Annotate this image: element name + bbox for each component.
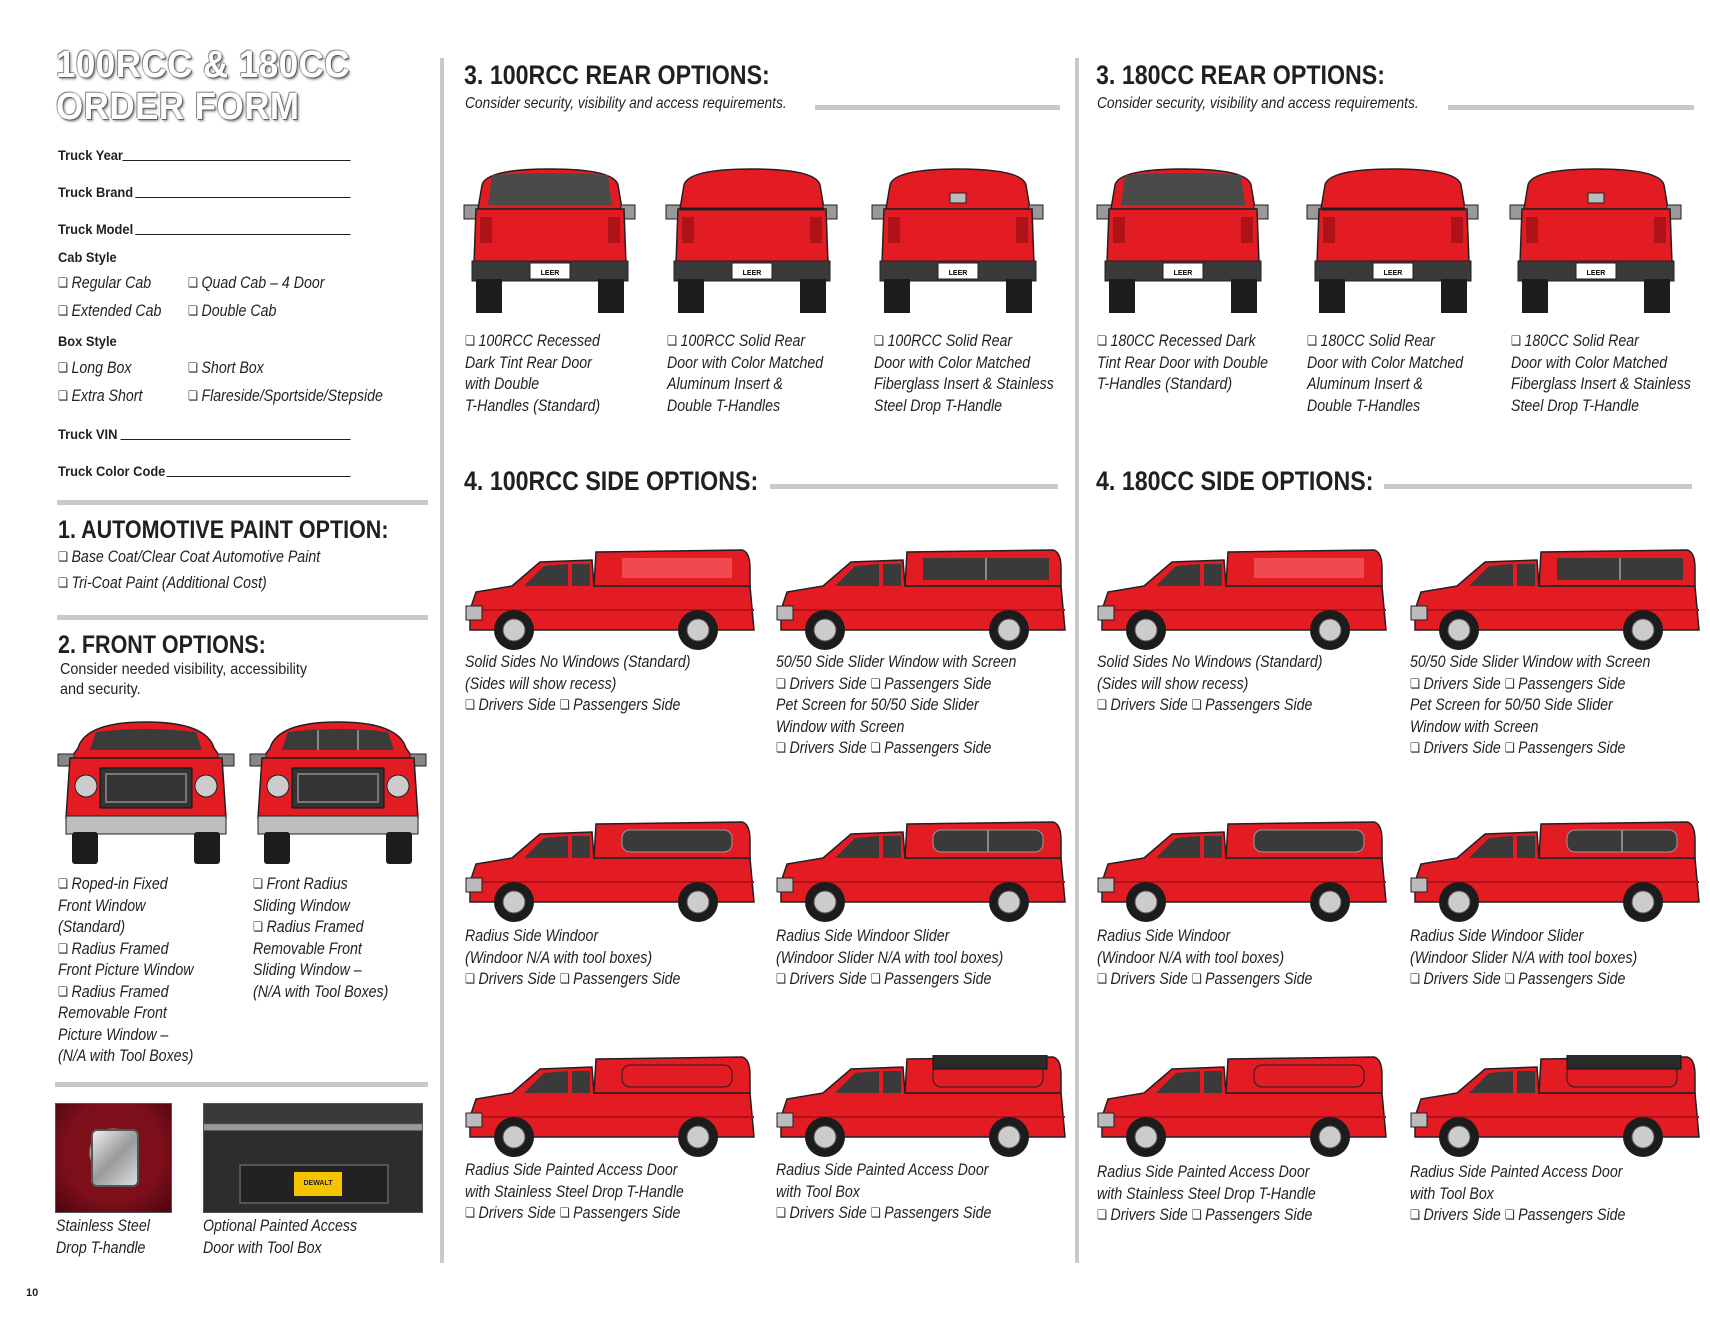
title-line-1: 100RCC & 180CC — [56, 44, 351, 86]
plate-text: LEER — [742, 270, 762, 277]
drivers-side-checkbox[interactable]: ❏ Drivers Side — [1410, 739, 1501, 757]
side-truck-image — [1407, 820, 1702, 930]
drivers-side-checkbox[interactable]: ❏ Drivers Side — [776, 1204, 867, 1222]
fill-line[interactable] — [122, 147, 350, 161]
rear-option[interactable]: ❏ 100RCC Solid Rear — [874, 331, 1054, 353]
drivers-side-checkbox[interactable]: ❏ Drivers Side — [1410, 970, 1501, 988]
caption-line: Radius Side Painted Access Door — [1097, 1163, 1310, 1181]
rear100-subtitle: Consider security, visibility and access requirements. — [465, 95, 787, 112]
stainless-handle-photo — [55, 1103, 172, 1213]
cab-option[interactable]: ❏ Quad Cab – 4 Door — [188, 273, 325, 295]
box-option[interactable]: ❏ Extra Short — [58, 386, 142, 408]
side-truck-image — [1094, 820, 1389, 930]
front-options-col1 — [58, 874, 194, 1068]
caption-line: Double T-Handles — [1307, 396, 1421, 415]
rear100-option-2 — [667, 331, 823, 417]
side100-windoor-slider-caption — [776, 926, 1003, 991]
plate-text: LEER — [1383, 270, 1403, 277]
caption-line: 50/50 Side Slider Window with Screen — [776, 653, 1017, 671]
caption-line: with Stainless Steel Drop T-Handle — [1097, 1184, 1316, 1203]
caption-line: Door with Tool Box — [203, 1238, 322, 1257]
rear180-option-3 — [1511, 331, 1691, 417]
caption-line: Steel Drop T-Handle — [1511, 396, 1640, 415]
side180-heading: 4. 180CC SIDE OPTIONS: — [1096, 466, 1374, 496]
caption-line: Radius Side Windoor — [1097, 927, 1231, 945]
rear-truck-image — [462, 165, 637, 317]
box-option[interactable]: ❏ Short Box — [188, 358, 264, 380]
drivers-side-checkbox[interactable]: ❏ Drivers Side — [776, 739, 867, 757]
box-option[interactable]: ❏ Long Box — [58, 358, 131, 380]
box-style-heading: Box Style — [58, 333, 117, 349]
photo-caption-1 — [56, 1216, 150, 1259]
caption-line: Pet Screen for 50/50 Side Slider — [776, 696, 979, 714]
plate-text: LEER — [948, 270, 968, 277]
side180-solid-caption — [1097, 652, 1322, 717]
divider — [55, 1082, 428, 1087]
caption-line: Optional Painted Access — [203, 1217, 358, 1235]
caption-line: Aluminum Insert & — [1307, 375, 1423, 393]
front-truck-fixed-window-image — [56, 718, 236, 868]
caption-line: (N/A with Tool Boxes) — [58, 1047, 194, 1065]
rear180-option-2 — [1307, 331, 1463, 417]
side-truck-image — [773, 820, 1068, 930]
fill-line[interactable] — [167, 463, 351, 477]
caption-line: Fiberglass Insert & Stainless — [1511, 375, 1691, 393]
caption-line: Door with Color Matched — [1307, 353, 1464, 372]
divider — [57, 615, 428, 620]
caption-line: Removable Front — [58, 1004, 167, 1022]
caption-line: Radius Side Painted Access Door — [776, 1161, 989, 1179]
side-truck-image — [773, 548, 1068, 658]
caption-line: Radius Side Painted Access Door — [1410, 1163, 1623, 1181]
column-divider — [1075, 58, 1079, 1263]
side180-toolbox-caption — [1410, 1162, 1625, 1227]
front-option[interactable]: ❏ Front Radius — [253, 874, 388, 896]
rear180-heading: 3. 180CC REAR OPTIONS: — [1096, 60, 1386, 90]
side-truck-image — [1407, 1055, 1702, 1165]
passengers-side-checkbox[interactable]: ❏ Passengers Side — [1505, 1206, 1626, 1224]
side180-windoor-caption — [1097, 926, 1312, 991]
caption-line: Radius Side Windoor — [465, 927, 599, 945]
caption-line: Pet Screen for 50/50 Side Slider — [1410, 696, 1613, 714]
caption-line: Front Picture Window — [58, 961, 194, 979]
side100-slider-caption — [776, 652, 1016, 760]
front-option[interactable]: ❏ Radius Framed — [58, 982, 194, 1004]
side100-toolbox-caption — [776, 1160, 991, 1225]
truck-color-field[interactable] — [58, 463, 165, 479]
rear-option[interactable]: ❏ 100RCC Recessed — [465, 331, 600, 353]
passengers-side-checkbox[interactable]: ❏ Passengers Side — [1505, 739, 1626, 757]
caption-line: (Standard) — [58, 918, 126, 936]
rear180-subtitle: Consider security, visibility and access requirements. — [1097, 95, 1419, 112]
rear-truck-image — [870, 165, 1045, 317]
caption-line: Fiberglass Insert & Stainless — [874, 375, 1054, 393]
page-number: 10 — [26, 1287, 39, 1299]
passengers-side-checkbox[interactable]: ❏ Passengers Side — [871, 1204, 992, 1222]
caption-line: Window with Screen — [776, 717, 905, 736]
divider — [1384, 484, 1692, 489]
caption-line: with Tool Box — [1410, 1184, 1494, 1203]
caption-line: Steel Drop T-Handle — [874, 396, 1003, 415]
caption-line: (Windoor N/A with tool boxes) — [1097, 948, 1285, 967]
divider — [770, 484, 1058, 489]
caption-line: Solid Sides No Windows (Standard) — [465, 653, 691, 671]
rear100-heading: 3. 100RCC REAR OPTIONS: — [464, 60, 770, 90]
drivers-side-checkbox[interactable]: ❏ Drivers Side — [1097, 970, 1188, 988]
drivers-side-checkbox[interactable]: ❏ Drivers Side — [1410, 675, 1501, 693]
side-truck-image — [1094, 1055, 1389, 1165]
fill-line[interactable] — [135, 221, 350, 235]
drivers-side-checkbox[interactable]: ❏ Drivers Side — [776, 675, 867, 693]
caption-line: Dark Tint Rear Door — [465, 353, 592, 372]
side-truck-image — [773, 1055, 1068, 1165]
passengers-side-checkbox[interactable]: ❏ Passengers Side — [1192, 1206, 1313, 1224]
side180-slider-caption — [1410, 652, 1650, 760]
page-title — [56, 44, 350, 128]
side180-windoor-slider-caption — [1410, 926, 1637, 991]
caption-line: (N/A with Tool Boxes) — [253, 982, 389, 1001]
caption-line: with Tool Box — [776, 1182, 860, 1201]
truck-year-field[interactable] — [58, 147, 123, 163]
caption-line: Drop T-handle — [56, 1238, 146, 1257]
caption-line: Sliding Window – — [253, 961, 362, 979]
caption-line: 50/50 Side Slider Window with Screen — [1410, 653, 1651, 671]
fill-line[interactable] — [135, 184, 350, 198]
cab-option[interactable]: ❏ Extended Cab — [58, 301, 161, 323]
plate-text: LEER — [540, 270, 560, 277]
rear-truck-image — [1305, 165, 1480, 317]
side100-heading: 4. 100RCC SIDE OPTIONS: — [464, 466, 759, 496]
caption-line: (Windoor N/A with tool boxes) — [465, 948, 653, 967]
box-option[interactable]: ❏ Flareside/Sportside/Stepside — [188, 386, 383, 408]
drivers-side-checkbox[interactable]: ❏ Drivers Side — [776, 970, 867, 988]
caption-line: Removable Front — [253, 939, 362, 958]
front-option[interactable]: ❏ Radius Framed — [253, 917, 388, 939]
caption-line: T-Handles (Standard) — [465, 396, 601, 415]
side100-solid-caption — [465, 652, 690, 717]
fill-line[interactable] — [121, 426, 351, 440]
side180-access-caption — [1097, 1162, 1316, 1227]
side-truck-image — [1407, 548, 1702, 658]
rear-option[interactable]: ❏ 180CC Solid Rear — [1307, 331, 1463, 353]
caption-line: Solid Sides No Windows (Standard) — [1097, 653, 1323, 671]
caption-line: T-Handles (Standard) — [1097, 375, 1233, 393]
divider — [1448, 105, 1694, 110]
caption-line: Window with Screen — [1410, 717, 1539, 736]
field-label: Truck VIN — [58, 426, 118, 442]
passengers-side-checkbox[interactable]: ❏ Passengers Side — [560, 970, 681, 988]
rear-option[interactable]: ❏ 180CC Solid Rear — [1511, 331, 1691, 353]
rear100-option-3 — [874, 331, 1054, 417]
truck-model-field[interactable] — [58, 221, 133, 237]
paint-heading: 1. AUTOMOTIVE PAINT OPTION: — [58, 516, 389, 544]
title-line-2: ORDER FORM — [56, 86, 300, 128]
front-subtitle: Consider needed visibility, accessibility — [60, 661, 308, 678]
cab-option[interactable]: ❏ Regular Cab — [58, 273, 151, 295]
rear100-option-1 — [465, 331, 600, 417]
cab-style-heading: Cab Style — [58, 249, 117, 265]
field-label: Truck Year — [58, 147, 123, 163]
caption-line: Radius Side Windoor Slider — [776, 927, 950, 945]
drivers-side-checkbox[interactable]: ❏ Drivers Side — [1097, 696, 1188, 714]
handle-plate — [91, 1129, 139, 1187]
caption-line: Radius Side Windoor Slider — [1410, 927, 1584, 945]
caption-line: (Sides will show recess) — [465, 674, 617, 693]
passengers-side-checkbox[interactable]: ❏ Passengers Side — [1192, 970, 1313, 988]
caption-line: Door with Color Matched — [667, 353, 824, 372]
caption-line: (Windoor Slider N/A with tool boxes) — [1410, 948, 1638, 967]
caption-line: (Windoor Slider N/A with tool boxes) — [776, 948, 1004, 967]
side-truck-image — [462, 820, 757, 930]
plate-text: LEER — [1173, 270, 1193, 277]
passengers-side-checkbox[interactable]: ❏ Passengers Side — [871, 970, 992, 988]
side-truck-image — [462, 1055, 757, 1165]
side-truck-image — [1094, 548, 1389, 658]
rear-truck-image — [1095, 165, 1270, 317]
drivers-side-checkbox[interactable]: ❏ Drivers Side — [465, 1204, 556, 1222]
caption-line: Picture Window – — [58, 1025, 169, 1044]
rear-option[interactable]: ❏ 100RCC Solid Rear — [667, 331, 823, 353]
field-label: Truck Brand — [58, 184, 134, 200]
drivers-side-checkbox[interactable]: ❏ Drivers Side — [1097, 1206, 1188, 1224]
paint-option[interactable]: ❏ Base Coat/Clear Coat Automotive Paint — [58, 547, 320, 569]
caption-line: Door with Color Matched — [1511, 353, 1668, 372]
drivers-side-checkbox[interactable]: ❏ Drivers Side — [465, 696, 556, 714]
caption-line: Radius Side Painted Access Door — [465, 1161, 678, 1179]
caption-line: Tint Rear Door with Double — [1097, 353, 1269, 372]
toolbox-brand-label: DEWALT — [294, 1172, 342, 1196]
paint-option[interactable]: ❏ Tri-Coat Paint (Additional Cost) — [58, 573, 267, 595]
caption-line: (Sides will show recess) — [1097, 674, 1249, 693]
truck-vin-field[interactable] — [58, 426, 117, 442]
passengers-side-checkbox[interactable]: ❏ Passengers Side — [871, 739, 992, 757]
caption-line: Double T-Handles — [667, 396, 781, 415]
drivers-side-checkbox[interactable]: ❏ Drivers Side — [1410, 1206, 1501, 1224]
column-divider — [440, 58, 444, 1263]
front-option[interactable]: ❏ Radius Framed — [58, 939, 194, 961]
caption-line: with Double — [465, 375, 540, 393]
field-label: Truck Color Code — [58, 463, 166, 479]
front-option[interactable]: ❏ Roped-in Fixed — [58, 874, 194, 896]
rear180-option-1 — [1097, 331, 1268, 396]
truck-brand-field[interactable] — [58, 184, 133, 200]
caption-line: with Stainless Steel Drop T-Handle — [465, 1182, 684, 1201]
front-truck-sliding-window-image — [248, 718, 428, 868]
passengers-side-checkbox[interactable]: ❏ Passengers Side — [560, 696, 681, 714]
divider — [57, 500, 428, 505]
caption-line: Aluminum Insert & — [667, 375, 783, 393]
side-truck-image — [462, 548, 757, 658]
side100-windoor-caption — [465, 926, 680, 991]
front-options-col2 — [253, 874, 388, 1003]
toolbox-photo — [203, 1103, 423, 1213]
rear-truck-image — [664, 165, 839, 317]
passengers-side-checkbox[interactable]: ❏ Passengers Side — [871, 675, 992, 693]
rear-truck-image — [1508, 165, 1683, 317]
caption-line: Door with Color Matched — [874, 353, 1031, 372]
photo-caption-2 — [203, 1216, 357, 1259]
front-subtitle: and security. — [60, 681, 141, 698]
front-heading: 2. FRONT OPTIONS: — [58, 631, 266, 659]
caption-line: Stainless Steel — [56, 1217, 150, 1235]
rear-option[interactable]: ❏ 180CC Recessed Dark — [1097, 331, 1268, 353]
passengers-side-checkbox[interactable]: ❏ Passengers Side — [1192, 696, 1313, 714]
passengers-side-checkbox[interactable]: ❏ Passengers Side — [1505, 675, 1626, 693]
passengers-side-checkbox[interactable]: ❏ Passengers Side — [560, 1204, 681, 1222]
cab-option[interactable]: ❏ Double Cab — [188, 301, 276, 323]
side100-access-caption — [465, 1160, 684, 1225]
caption-line: Front Window — [58, 896, 146, 915]
field-label: Truck Model — [58, 221, 134, 237]
plate-text: LEER — [1586, 270, 1606, 277]
divider — [815, 105, 1060, 110]
passengers-side-checkbox[interactable]: ❏ Passengers Side — [1505, 970, 1626, 988]
caption-line: Sliding Window — [253, 896, 350, 915]
drivers-side-checkbox[interactable]: ❏ Drivers Side — [465, 970, 556, 988]
